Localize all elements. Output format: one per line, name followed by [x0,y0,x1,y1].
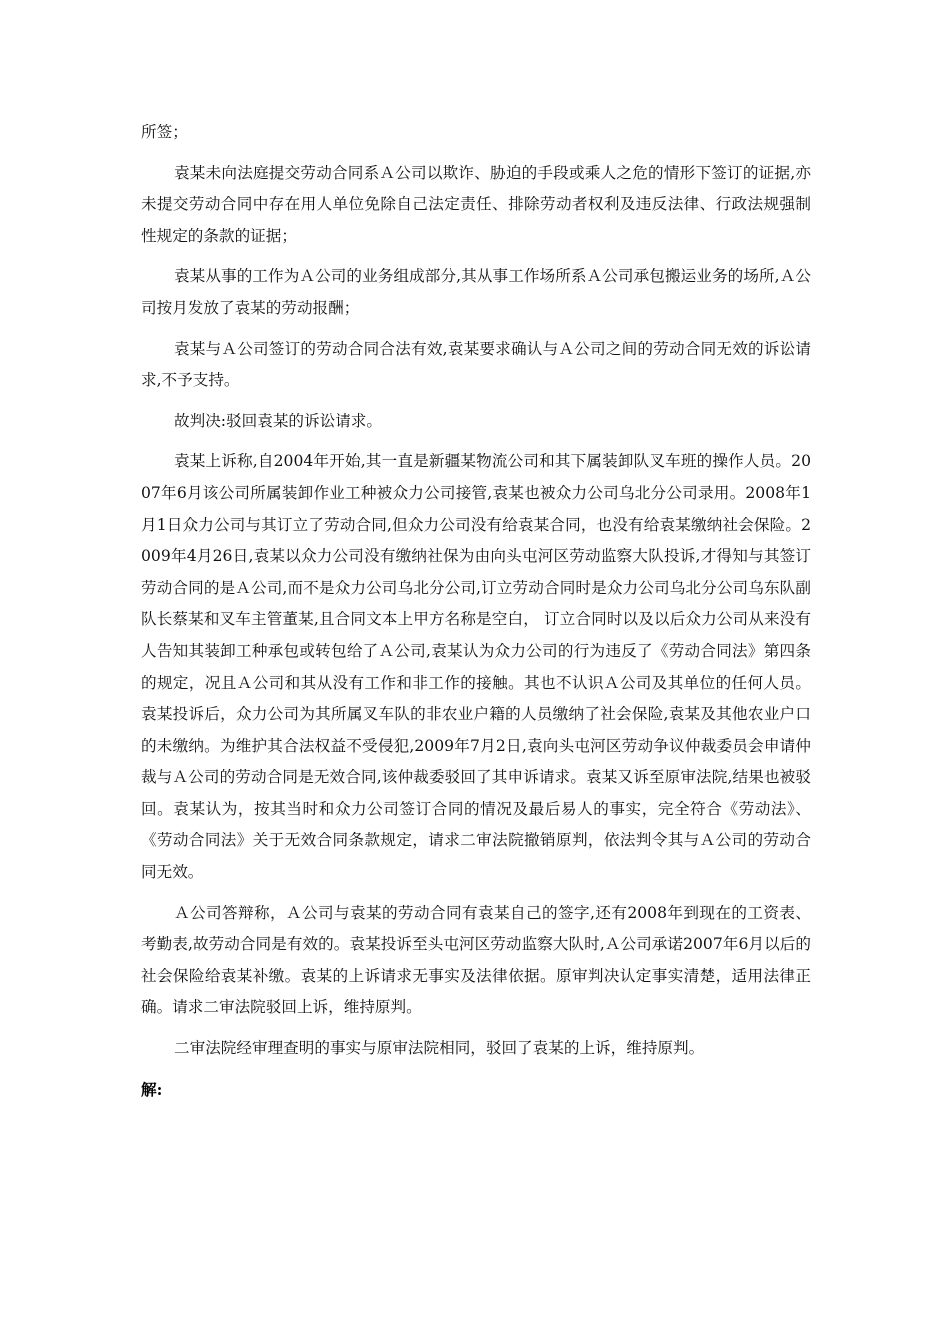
paragraph-3: 袁某从事的工作为Ａ公司的业务组成部分,其从事工作场所系Ａ公司承包搬运业务的场所,Ａ公司按月发放了袁某的劳动报酬； [141,267,811,317]
paragraph-2: 袁某未向法庭提交劳动合同系Ａ公司以欺诈、胁迫的手段或乘人之危的情形下签订的证据,亦未提交劳动合同中存在用人单位免除自己法定责任、排除劳动者权利及违反法律、行政法规强制性规定的条款的证据； [141,163,811,245]
paragraph-7: Ａ公司答辩称，Ａ公司与袁某的劳动合同有袁某自己的签字,还有2008年到现在的工资表、考勤表,故劳动合同是有效的。袁某投诉至头屯河区劳动监察大队时,Ａ公司承诺2007年6月以后的社会保险给袁某补缴。袁某的上诉请求无事实及法律依据。原审判决认定事实清楚，适用法律正确。请求二审法院驳回上诉，维持原判。 [141,903,811,1017]
paragraph-5: 故判决:驳回袁某的诉讼请求。 [174,411,382,430]
paragraph-6: 袁某上诉称,自2004年开始,其一直是新疆某物流公司和其下属装卸队叉车班的操作人员。2007年6月该公司所属装卸作业工种被众力公司接管,袁某也被众力公司乌北分公司录用。2008年1月1日众力公司与其订立了劳动合同,但众力公司没有给袁某合同，也没有给袁某缴纳社会保险。2009年4月26日,袁某以众力公司没有缴纳社保为由向头屯河区劳动监察大队投诉,才得知与其签订劳动合同的是Ａ公司,而不是众力公司乌北分公司,订立劳动合同时是众力公司乌北分公司乌东队副队长蔡某和叉车主管董某,且合同文本上甲方名称是空白， 订立合同时以及以后众力公司从来没有人告知其装卸工种承包或转包给了Ａ公司,袁某认为众力公司的行为违反了《劳动合同法》第四条的规定，况且Ａ公司和其从没有工作和非工作的接触。其也不认识Ａ公司及其单位的任何人员。袁某投诉后，众力公司为其所属叉车队的非农业户籍的人员缴纳了社会保险,袁某及其他农业户口的未缴纳。为维护其合法权益不受侵犯,2009年7月2日,袁向头屯河区劳动争议仲裁委员会申请仲裁与Ａ公司的劳动合同是无效合同,该仲裁委驳回了其申诉请求。袁某又诉至原审法院,结果也被驳回。袁某认为，按其当时和众力公司签订合同的情况及最后易人的事实，完全符合《劳动法》、《劳动合同法》关于无效合同条款规定，请求二审法院撤销原判，依法判令其与Ａ公司的劳动合同无效。 [141,452,811,882]
solution-heading: 解: [141,1079,163,1099]
paragraph-1: 所签； [141,123,188,141]
document-page [141,117,811,1105]
paragraph-4: 袁某与Ａ公司签订的劳动合同合法有效,袁某要求确认与Ａ公司之间的劳动合同无效的诉讼请求,不予支持。 [141,339,811,390]
paragraph-8: 二审法院经审理查明的事实与原审法院相同，驳回了袁某的上诉，维持原判。 [174,1039,705,1058]
